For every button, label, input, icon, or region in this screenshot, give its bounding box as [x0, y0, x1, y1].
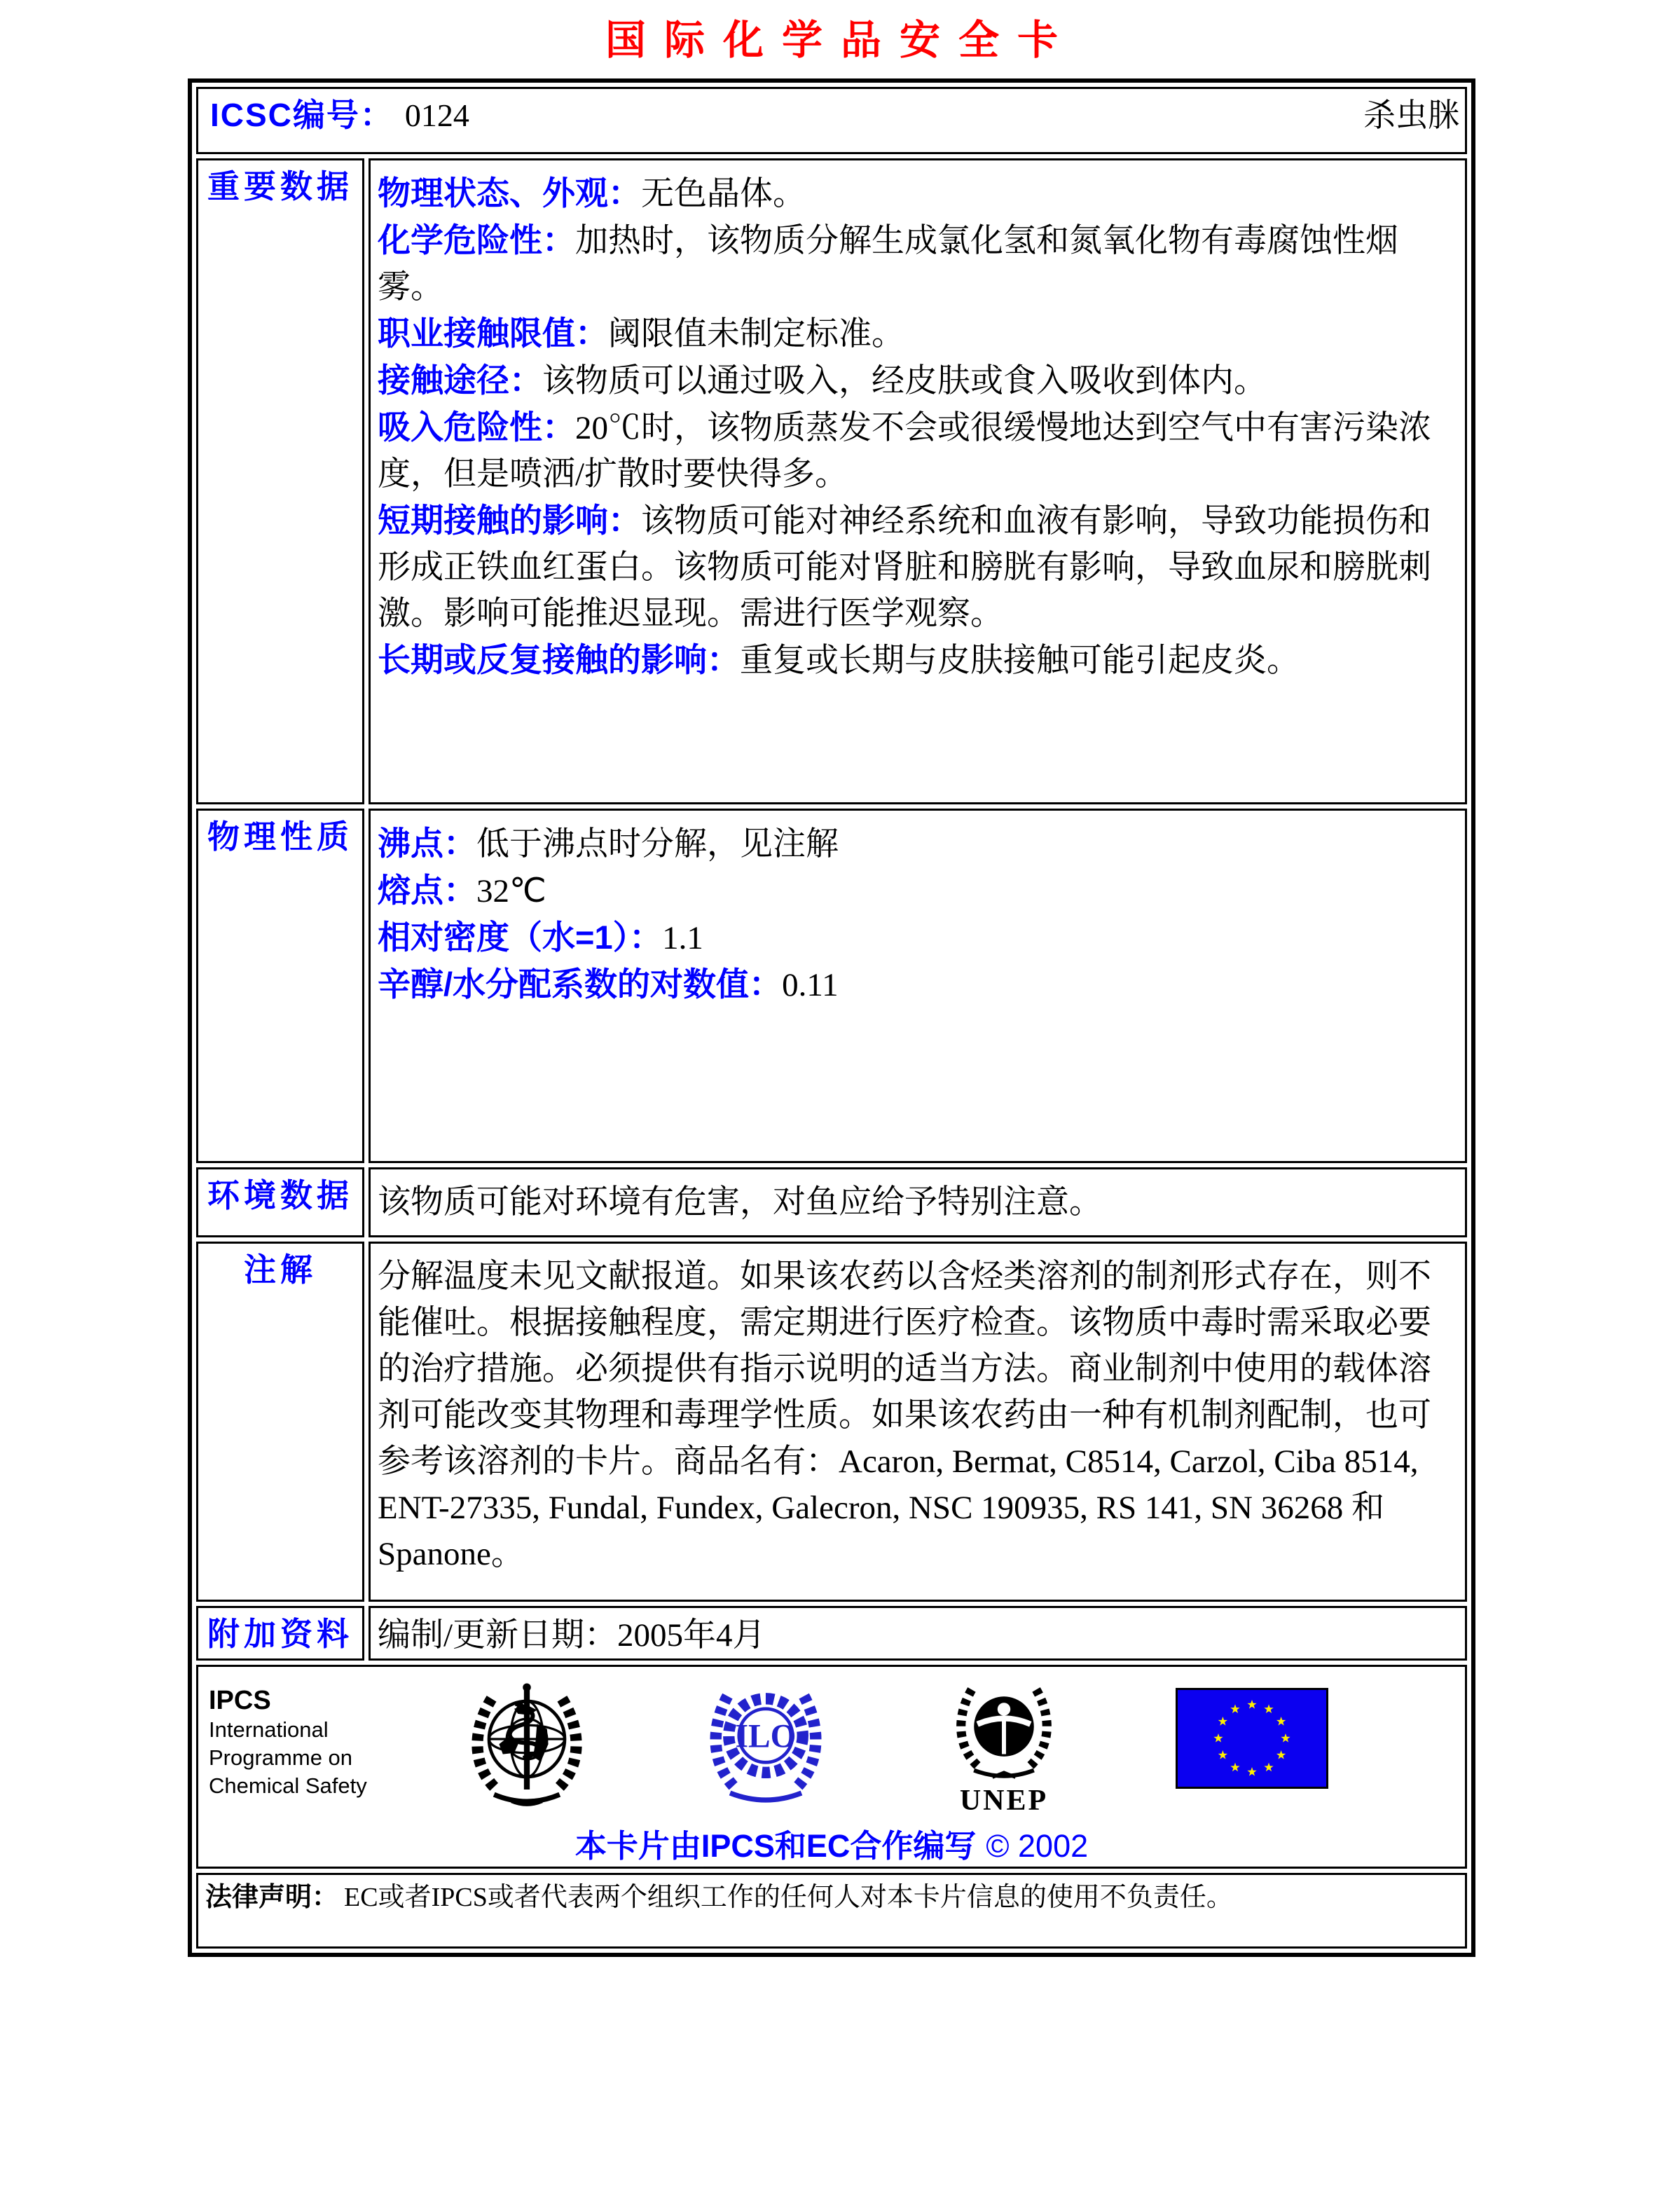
field-inhalation-risk: [378, 404, 1459, 497]
ipcs-subtitle-line2: Programme on: [209, 1745, 353, 1770]
field-value: 32℃: [476, 873, 546, 909]
field-chemical-danger: [378, 217, 1459, 310]
section-content-important: [369, 158, 1467, 804]
unep-logo-icon: [946, 1678, 1062, 1782]
ipcs-text-block: [209, 1678, 405, 1800]
field-label: 熔点：: [378, 872, 476, 909]
notes-text: 分解温度未见文献报道。如果该农药以含烃类溶剂的制剂形式存在，则不能催吐。根据接触程度，需定期进行医疗检查。该物质中毒时需采取必要的治疗措施。必须提供有指示说明的适当方法。商业制剂中使用的载体溶剂可能改变其物理和毒理学性质。如果该农药由一种有机制剂配制，也可参考该溶剂的卡片。商品名有：Acaron, Bermat, C8514, Carzol, Ciba 8514, ENT-27335, Fundal, Fundex, Galecron, NSC 190935, RS 141, SN 36268 和 Spanone。: [378, 1258, 1431, 1572]
header-row: [196, 87, 1467, 154]
field-exposure-routes: [378, 357, 1459, 404]
field-label: 物理状态、外观：: [378, 174, 641, 212]
section-label-environment: 环境数据: [196, 1167, 364, 1237]
field-label: 相对密度（水=1）：: [378, 919, 663, 956]
icsc-number-value: 0124: [404, 97, 469, 133]
field-physical-state: [378, 170, 1459, 217]
unep-logo-block: [944, 1678, 1063, 1816]
section-label-physical: 物理性质: [196, 809, 364, 1163]
field-value: 低于沸点时分解，见注解: [476, 826, 839, 863]
field-label: 职业接触限值：: [378, 315, 608, 352]
field-value: 0.11: [782, 967, 839, 1003]
card-table: [188, 78, 1475, 1957]
section-content-environment: [369, 1167, 1467, 1237]
cooperation-caption: [199, 1820, 1464, 1866]
additional-text: 编制/更新日期：2005年4月: [378, 1617, 766, 1654]
field-label: 接触途径：: [378, 362, 542, 399]
section-content-physical: [369, 809, 1467, 1163]
field-value: 无色晶体。: [641, 176, 806, 212]
field-partition-coefficient: [378, 961, 1459, 1008]
field-value: 重复或长期与皮肤接触可能引起皮炎。: [740, 643, 1300, 679]
field-short-term-effects: [378, 497, 1459, 637]
section-label-notes: 注解: [196, 1242, 364, 1602]
field-value: 该物质可以通过吸入，经皮肤或食入吸收到体内。: [542, 363, 1267, 399]
field-label: 沸点：: [378, 825, 476, 862]
section-content-notes: [369, 1242, 1467, 1602]
caption-text: 本卡片由IPCS和EC合作编写: [574, 1828, 977, 1864]
field-label: 长期或反复接触的影响：: [378, 641, 740, 678]
field-long-term-effects: [378, 637, 1459, 684]
field-occupational-limit: [378, 310, 1459, 357]
legal-text: EC或者IPCS或者代表两个组织工作的任何人对本卡片信息的使用不负责任。: [344, 1883, 1233, 1912]
environment-text: 该物质可能对环境有危害，对鱼应给予特别注意。: [378, 1184, 1102, 1221]
field-label: 辛醇/水分配系数的对数值：: [378, 966, 783, 1003]
field-label: 短期接触的影响：: [378, 502, 641, 539]
icsc-number-group: [210, 90, 469, 136]
field-value: 20℃时，该物质蒸发不会或很缓慢地达到空气中有害污染浓度，但是喷洒/扩散时要快得多。: [378, 410, 1431, 493]
who-logo-icon: [464, 1678, 590, 1813]
legal-label: 法律声明：: [205, 1883, 339, 1912]
ilo-logo-icon: [702, 1678, 830, 1808]
section-content-additional: [369, 1606, 1467, 1661]
field-boiling-point: [378, 820, 1459, 867]
page-title: 国际化学品安全卡: [605, 18, 1076, 63]
ipcs-subtitle-line3: Chemical Safety: [209, 1773, 367, 1798]
chemical-name: 杀虫脒: [1363, 97, 1460, 133]
legal-row: [196, 1873, 1467, 1949]
field-label: 化学危险性：: [378, 221, 575, 259]
caption-copyright: © 2002: [986, 1828, 1089, 1864]
ipcs-title: IPCS: [209, 1686, 271, 1715]
eu-flag-icon: [1176, 1688, 1328, 1789]
field-label: 吸入危险性：: [378, 408, 575, 446]
icsc-number-label: ICSC编号：: [210, 97, 394, 133]
field-value: 加热时，该物质分解生成氯化氢和氮氧化物有毒腐蚀性烟雾。: [378, 223, 1398, 305]
section-label-important: 重要数据: [196, 158, 364, 804]
unep-label: UNEP: [959, 1785, 1049, 1817]
logos-row: [196, 1665, 1467, 1869]
field-value: 该物质可能对神经系统和血液有影响，导致功能损伤和形成正铁血红蛋白。该物质可能对肾脏和膀胱有影响，导致血尿和膀胱刺激。影响可能推迟显现。需进行医学观察。: [378, 503, 1431, 632]
ilo-letters: ILO: [735, 1718, 797, 1755]
field-melting-point: [378, 867, 1459, 914]
icsc-card: [188, 0, 1475, 1957]
field-relative-density: [378, 914, 1459, 961]
field-value: 1.1: [662, 920, 703, 956]
section-label-additional: 附加资料: [196, 1606, 364, 1661]
field-value: 阈限值未制定标准。: [608, 316, 904, 352]
ipcs-subtitle-line1: International: [209, 1717, 329, 1742]
